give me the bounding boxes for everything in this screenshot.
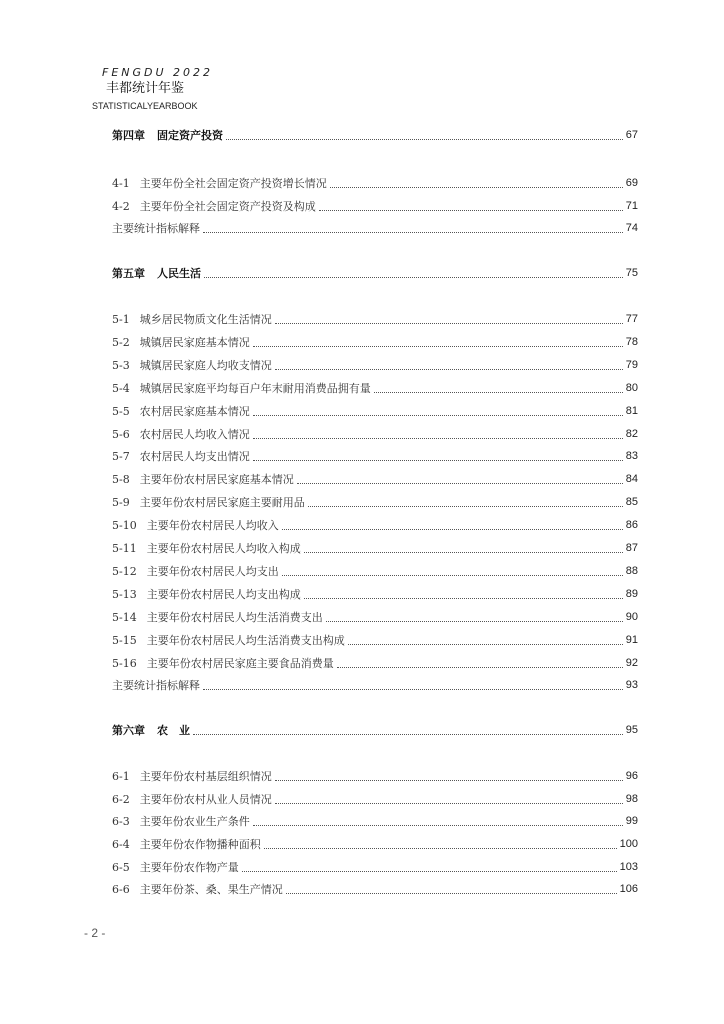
toc-page-number: 96 — [625, 770, 638, 782]
dot-leader — [304, 597, 623, 599]
toc-entry-number: 5-15 — [112, 633, 137, 647]
toc-page-number: 95 — [625, 724, 638, 736]
toc-item-row[interactable] — [112, 880, 638, 898]
toc-entry-number: 6-2 — [112, 792, 130, 806]
toc-entry-number: 5-14 — [112, 610, 137, 624]
toc-entry-number: 6-6 — [112, 882, 130, 896]
toc-page-number: 82 — [625, 428, 638, 440]
toc-entry-title: 城镇居民家庭平均每百户年末耐用消费品拥有量 — [139, 382, 371, 395]
dot-leader — [304, 551, 623, 553]
toc-entry-title: 主要年份农村居民家庭主要耐用品 — [139, 496, 305, 509]
toc-item-row[interactable] — [112, 654, 638, 672]
toc-entry-title: 固定资产投资 — [157, 129, 223, 142]
dot-leader — [253, 345, 623, 347]
toc-entry-number: 6-3 — [112, 814, 130, 828]
toc-item-row[interactable] — [112, 174, 638, 192]
toc-entry-title: 农村居民人均支出情况 — [139, 450, 250, 463]
header-subtitle: STATISTICALYEARBOOK — [92, 101, 198, 111]
toc-item-row[interactable] — [112, 447, 638, 465]
toc-entry-number: 5-1 — [112, 312, 130, 326]
dot-leader — [374, 391, 623, 393]
dot-leader — [319, 209, 623, 211]
toc-page-number: 89 — [625, 588, 638, 600]
toc-item-row[interactable] — [112, 356, 638, 374]
toc-entry-number: 4-1 — [112, 176, 130, 190]
toc-entry-title: 城镇居民家庭基本情况 — [139, 336, 250, 349]
dot-leader — [204, 276, 623, 278]
dot-leader — [203, 231, 623, 233]
toc-entry-number: 5-11 — [112, 541, 137, 555]
dot-leader — [242, 870, 617, 872]
toc-item-row[interactable] — [112, 493, 638, 511]
toc-page-number: 67 — [625, 129, 638, 141]
toc-entry-number: 6-5 — [112, 860, 130, 874]
toc-page-number: 80 — [625, 382, 638, 394]
dot-leader — [193, 733, 623, 735]
toc-page-number: 81 — [625, 405, 638, 417]
toc-entry-number: 第四章 — [112, 129, 145, 142]
dot-leader — [275, 368, 623, 370]
toc-page-number: 98 — [625, 793, 638, 805]
toc-page-number: 93 — [625, 679, 638, 691]
dot-leader — [253, 414, 623, 416]
toc-item-row[interactable] — [112, 767, 638, 785]
toc-entry-title: 城镇居民家庭人均收支情况 — [139, 359, 272, 372]
toc-page-number: 91 — [625, 634, 638, 646]
toc-page-number: 74 — [625, 222, 638, 234]
toc-entry-title: 主要年份全社会固定资产投资及构成 — [139, 200, 316, 213]
toc-item-row[interactable] — [112, 631, 638, 649]
toc-page-number: 106 — [619, 883, 638, 895]
toc-entry-number: 5-3 — [112, 358, 130, 372]
toc-entry-title: 主要年份农村居民人均生活消费支出构成 — [146, 634, 345, 647]
toc-page-number: 85 — [625, 496, 638, 508]
header-chinese-title: 丰都统计年鉴 — [106, 81, 185, 96]
toc-page-number: 83 — [625, 450, 638, 462]
dot-leader — [275, 322, 623, 324]
toc-entry-number: 第五章 — [112, 267, 145, 280]
toc-page-number: 99 — [625, 815, 638, 827]
toc-entry-title: 主要年份农村居民人均支出构成 — [146, 588, 301, 601]
toc-entry-number: 6-4 — [112, 837, 130, 851]
toc-entry-number: 5-10 — [112, 518, 137, 532]
toc-page-number: 86 — [625, 519, 638, 531]
dot-leader — [330, 186, 623, 188]
toc-entry-title: 农 业 — [157, 724, 190, 737]
toc-page-number: 90 — [625, 611, 638, 623]
dot-leader — [337, 666, 623, 668]
toc-entry-title: 主要年份农村居民人均收入 — [146, 519, 279, 532]
dot-leader — [286, 892, 617, 894]
toc-entry-number: 5-4 — [112, 381, 130, 395]
dot-leader — [264, 847, 617, 849]
toc-entry-title: 主要年份农业生产条件 — [139, 815, 250, 828]
dot-leader — [282, 574, 623, 576]
toc-entry-title: 主要年份农村居民人均生活消费支出 — [146, 611, 323, 624]
toc-item-row[interactable] — [112, 379, 638, 397]
toc-item-row[interactable] — [112, 790, 638, 808]
dot-leader — [282, 528, 623, 530]
toc-item-row[interactable] — [112, 402, 638, 420]
toc-page-number: 69 — [625, 177, 638, 189]
toc-item-row[interactable] — [112, 858, 638, 876]
toc-item-row[interactable] — [112, 516, 638, 534]
toc-entry-title: 主要统计指标解释 — [112, 222, 200, 235]
dot-leader — [253, 437, 623, 439]
toc-entry-number: 5-12 — [112, 564, 137, 578]
toc-entry-title: 城乡居民物质文化生活情况 — [139, 313, 272, 326]
toc-entry-number: 5-6 — [112, 427, 130, 441]
toc-entry-title: 主要年份全社会固定资产投资增长情况 — [139, 177, 327, 190]
dot-leader — [203, 688, 623, 690]
toc-page-number: 79 — [625, 359, 638, 371]
toc-page-number: 84 — [625, 473, 638, 485]
toc-page-number: 92 — [625, 657, 638, 669]
toc-entry-number: 5-8 — [112, 472, 130, 486]
toc-item-row[interactable] — [112, 585, 638, 603]
toc-entry-number: 5-16 — [112, 656, 137, 670]
toc-page-number: 71 — [625, 200, 638, 212]
toc-note-row[interactable] — [112, 219, 638, 237]
toc-entry-title: 主要年份茶、桑、果生产情况 — [139, 883, 283, 896]
dot-leader — [275, 779, 623, 781]
toc-entry-title: 主要年份农村居民家庭基本情况 — [139, 473, 294, 486]
dot-leader — [308, 505, 623, 507]
toc-page-number: 77 — [625, 313, 638, 325]
toc-item-row[interactable] — [112, 812, 638, 830]
toc-page-number: 75 — [625, 267, 638, 279]
toc-entry-number: 5-7 — [112, 449, 130, 463]
toc-entry-title: 农村居民家庭基本情况 — [139, 405, 250, 418]
toc-note-row[interactable] — [112, 676, 638, 694]
toc-entry-number: 4-2 — [112, 199, 130, 213]
toc-entry-number: 5-9 — [112, 495, 130, 509]
toc-entry-number: 6-1 — [112, 769, 130, 783]
toc-item-row[interactable] — [112, 835, 638, 853]
toc-item-row[interactable] — [112, 562, 638, 580]
toc-item-row[interactable] — [112, 608, 638, 626]
toc-entry-number: 5-13 — [112, 587, 137, 601]
toc-entry-title: 农村居民人均收入情况 — [139, 428, 250, 441]
toc-entry-title: 主要年份农村从业人员情况 — [139, 793, 272, 806]
toc-entry-number: 5-2 — [112, 335, 130, 349]
dot-leader — [226, 138, 623, 140]
toc-item-row[interactable] — [112, 539, 638, 557]
toc-entry-number: 第六章 — [112, 724, 145, 737]
toc-entry-title: 主要年份农村居民人均支出 — [146, 565, 279, 578]
toc-item-row[interactable] — [112, 197, 638, 215]
toc-item-row[interactable] — [112, 470, 638, 488]
toc-page-number: 78 — [625, 336, 638, 348]
page-number: - 2 - — [84, 926, 106, 940]
toc-page-number: 87 — [625, 542, 638, 554]
toc-chapter-row[interactable] — [112, 721, 638, 739]
toc-item-row[interactable] — [112, 425, 638, 443]
toc-entry-title: 主要年份农作物产量 — [139, 861, 239, 874]
dot-leader — [297, 482, 623, 484]
dot-leader — [275, 802, 623, 804]
toc-chapter-row[interactable] — [112, 264, 638, 282]
toc-entry-title: 人民生活 — [157, 267, 201, 280]
dot-leader — [348, 643, 623, 645]
toc-page-number: 100 — [619, 838, 638, 850]
toc-page-number: 103 — [619, 861, 638, 873]
dot-leader — [326, 620, 623, 622]
toc-entry-title: 主要年份农村居民人均收入构成 — [146, 542, 301, 555]
dot-leader — [253, 824, 623, 826]
toc-item-row[interactable] — [112, 333, 638, 351]
toc-entry-number: 5-5 — [112, 404, 130, 418]
toc-entry-title: 主要统计指标解释 — [112, 679, 200, 692]
dot-leader — [253, 459, 623, 461]
toc-entry-title: 主要年份农村基层组织情况 — [139, 770, 272, 783]
toc-entry-title: 主要年份农村居民家庭主要食品消费量 — [146, 657, 334, 670]
toc-page-number: 88 — [625, 565, 638, 577]
toc-item-row[interactable] — [112, 310, 638, 328]
header-english-title: FENGDU 2022 — [102, 66, 214, 79]
toc-entry-title: 主要年份农作物播种面积 — [139, 838, 261, 851]
toc-chapter-row[interactable] — [112, 126, 638, 144]
